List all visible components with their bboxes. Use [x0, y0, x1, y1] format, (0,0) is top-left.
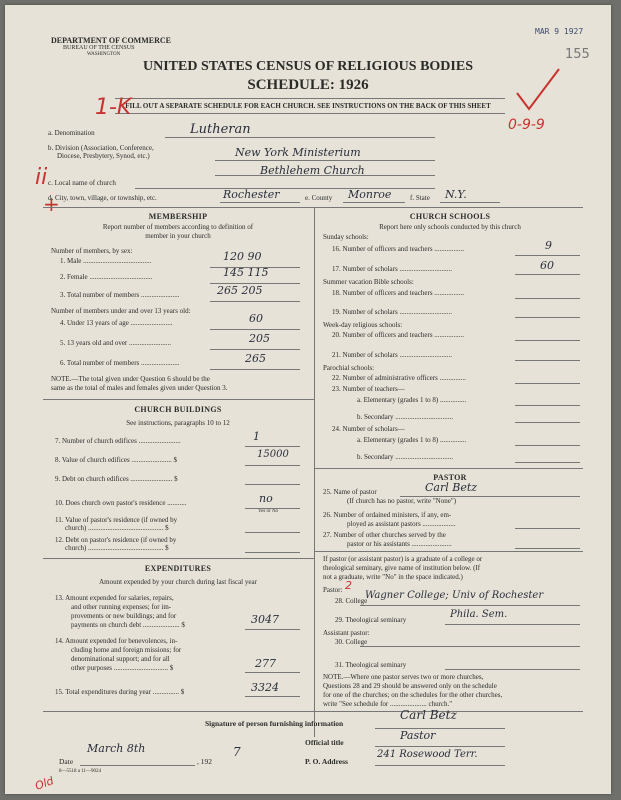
title-value: Pastor: [400, 729, 436, 742]
denomination-label: a. Denomination: [48, 129, 95, 137]
state-value: N.Y.: [445, 188, 467, 201]
bureau-line: BUREAU OF THE CENSUS: [63, 45, 135, 51]
date-value: March 8th: [87, 742, 146, 755]
church-name-value: Bethlehem Church: [260, 164, 365, 177]
page-subtitle: SCHEDULE: 1926: [247, 77, 369, 93]
received-stamp: MAR 9 1927: [535, 27, 584, 36]
total-expend-value: 3324: [251, 681, 279, 694]
schools-heading: CHURCH SCHOOLS: [409, 212, 491, 221]
red-bottom-mark: Old: [33, 774, 56, 793]
state-label: f. State: [410, 194, 430, 202]
total2-value: 265: [245, 352, 266, 365]
seminary-value: Phila. Sem.: [450, 609, 508, 620]
buildings-heading: CHURCH BUILDINGS: [134, 405, 222, 414]
red-mark-top: 1-K: [95, 95, 132, 120]
census-form-paper: DEPARTMENT OF COMMERCE BUREAU OF THE CENSUS WASHINGTON MAR 9 1927 155 UNITED STATES CENSUS OF RELIGIOUS BODIES SCHEDULE: 1926 FILL OUT A SEPARATE SCHEDULE FOR EACH CHURCH. SEE INSTRUCTIONS ON THE BACK OF THIS SHEET 1-K ii + 0-9-9 Old a. Denomination Lutheran b. Division (Association, Conference, Diocese, Presbytery, Synod, etc.) New York Ministerium c. Local name of church Bethlehem Church d. City, town, village, or township, etc. Rochester e. County Monroe f. State N.Y. MEMBERSHIP Report number of members according to definition of member in your church Number of members, by sex: 1. Male ....................................... 120 90 2. Female .................................... 145 115 3. Total number of members ...................... 265 205 Number of members under and over 13 years old: 4. Under 13 years of age ........................ 60 5. 13 years old and over ........................ 205 6. Total number of members ...................... 265 NOTE.—The total given under Question 6 should be the same as the total of males and females given under Question 3. CHURCH BUILDINGS See instructions, paragraphs 10 to 12 7. Number of church edifices ........................ 1 8. Value of church edifices ....................... $ 15000 9. Debt on church edifices ........................ $ 10. Does church own pastor's residence ........... no Yes or No 11. Value of pastor's residence (if owned by church) ........................................... $ 12. Debt on pastor's residence (if owned by church) ........................................... $ EXPENDITURES Amount expended by your church during last fiscal year 13. Amount expended for salaries, repairs, and other running expenses; for im- provements or new buildings; and for payments on church debt ..................... $ 3047 14. Amount expended for benevolences, in- cluding home and foreign missions; for denominational support; and for all other purposes ............................... $ 277 15. Total expenditures during year ............... $ 3324 CHURCH SCHOOLS Report here only schools conducted by this church Sunday schools: 16. Number of officers and teachers ................. 9 17. Number of scholars .............................. 60 Summer vacation Bible schools: 18. Number of officers and teachers ................. 19. Number of scholars .............................. Week-day religious schools: 20. Number of officers and teachers ................. 21. Number of scholars .............................. Parochial schools: 22. Number of administrative officers ............... 23. Number of teachers— a. Elementary (grades 1 to 8) ............... b. Secondary ................................. 24. Number of scholars— a. Elementary (grades 1 to 8) ............... b. Secondary ................................. PASTOR 25. Name of pastor Carl Betz (If church has no pastor, write "None") 26. Number of ordained ministers, if any, em- ployed as assistant pastors ................... 27. Number of other churches served by the pastor or his assistants ....................... If pastor (or assistant pastor) is a graduate of a college or theological seminary, give name of institution below. (If not a graduate, write "No" in the space indicated.) Pastor: 2 28. College Wagner College; Univ of Rochester 29. Theological seminary Phila. Sem. Assistant pastor: 30. College 31. Theological seminary NOTE.—Where one pastor serves two or more churches, Questions 28 and 29 should be answered only on the schedule for one of the churches; on the schedules for the other churches, write "See schedule for ..................... church." Signature of person furnishing information Carl Betz Official title Pastor Date March 8th , 192 7 P. O. Address 241 Rosewood Terr. 8—5518 a 11—9024: [5, 5, 611, 794]
expenditures-heading: EXPENDITURES: [144, 564, 212, 573]
church-name-label: c. Local name of church: [48, 179, 116, 187]
red-mark-cross: +: [43, 192, 60, 216]
red-2-mark: 2: [345, 579, 352, 592]
red-mark-left: ii: [35, 165, 48, 190]
male-value: 120 90: [223, 250, 262, 263]
pastor-name-value: Carl Betz: [425, 481, 478, 494]
sunday-teachers-value: 9: [545, 239, 552, 252]
edifice-value: 15000: [257, 449, 289, 460]
expenses-value: 3047: [251, 613, 279, 626]
under13-value: 60: [249, 312, 263, 325]
washington-line: WASHINGTON: [87, 52, 121, 57]
signature-value: Carl Betz: [400, 708, 457, 722]
dept-line: DEPARTMENT OF COMMERCE: [51, 36, 172, 45]
benevolence-value: 277: [255, 657, 276, 670]
year-digit-value: 7: [233, 745, 241, 759]
instruction-line: FILL OUT A SEPARATE SCHEDULE FOR EACH CHURCH. SEE INSTRUCTIONS ON THE BACK OF THIS SHEET: [125, 102, 491, 110]
division-value: New York Ministerium: [235, 146, 361, 159]
division-label-2: Diocese, Presbytery, Synod, etc.): [57, 152, 150, 160]
column-divider: [314, 207, 315, 737]
address-value: 241 Rosewood Terr.: [377, 749, 478, 760]
denomination-value: Lutheran: [190, 122, 251, 137]
city-label: d. City, town, village, or township, etc.: [48, 194, 157, 202]
serial-number: 155: [565, 47, 590, 62]
county-label: e. County: [305, 194, 333, 202]
college-value: Wagner College; Univ of Rochester: [365, 590, 544, 601]
city-value: Rochester: [223, 188, 280, 201]
edifices-value: 1: [253, 430, 260, 443]
page-title: UNITED STATES CENSUS OF RELIGIOUS BODIES: [142, 59, 473, 74]
county-value: Monroe: [348, 188, 392, 201]
pastor-heading: PASTOR: [433, 473, 467, 482]
membership-heading: MEMBERSHIP: [148, 212, 208, 221]
sunday-scholars-value: 60: [540, 259, 554, 272]
red-code: 0-9-9: [508, 117, 545, 133]
residence-value: no: [259, 492, 273, 505]
division-label: b. Division (Association, Conference,: [48, 144, 154, 152]
over13-value: 205: [249, 332, 270, 345]
red-check-mark: [513, 65, 563, 115]
total-value: 265 205: [217, 284, 263, 297]
female-value: 145 115: [223, 266, 269, 279]
